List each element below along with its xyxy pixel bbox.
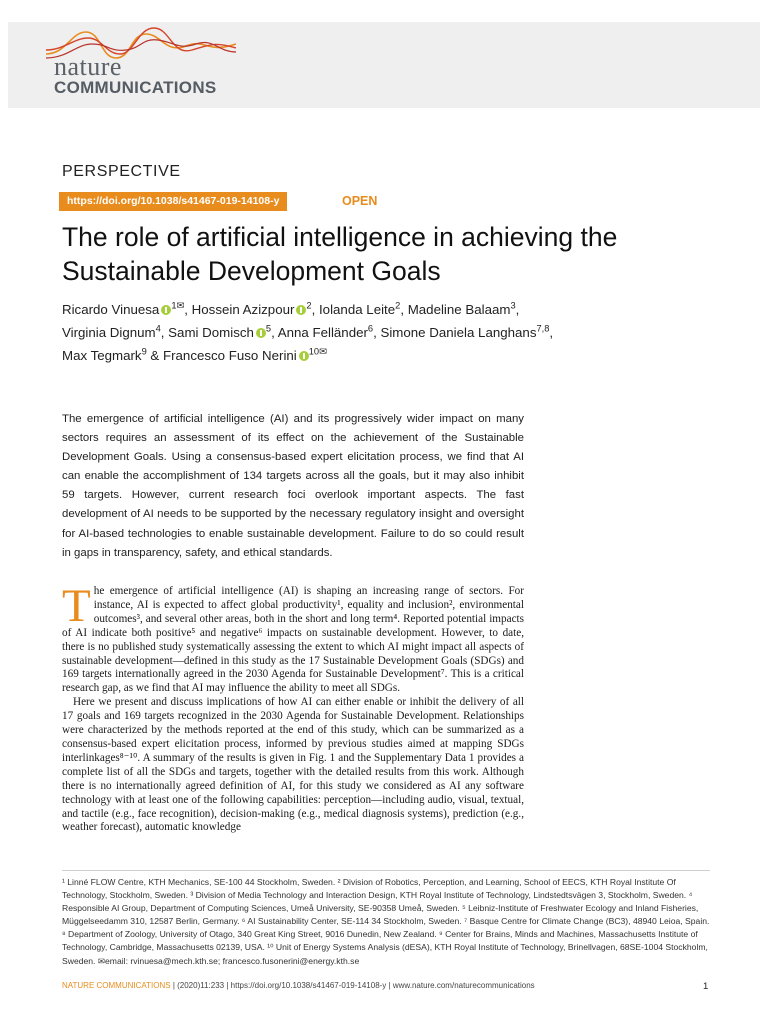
orcid-icon[interactable] [296, 305, 306, 315]
footer-journal-name: NATURE COMMUNICATIONS [62, 981, 171, 990]
author-name[interactable]: & Francesco Fuso Nerini [146, 348, 297, 363]
footer-citation: | (2020)11:233 | https://doi.org/10.1038/s41467-019-14108-y | www.nature.com/naturecommunications [170, 981, 535, 990]
page-footer [62, 981, 710, 990]
author-name[interactable]: , Sami Domisch [160, 325, 254, 340]
author-affiliation: 9 [141, 346, 147, 357]
journal-banner [8, 22, 760, 108]
orcid-icon[interactable] [299, 351, 309, 361]
doi-link[interactable]: https://doi.org/10.1038/s41467-019-14108-y [59, 192, 287, 211]
page-number: 1 [703, 981, 709, 992]
author-affiliation: 5 [265, 323, 272, 334]
article-body [62, 580, 524, 835]
author-name[interactable]: Ricardo Vinuesa [62, 302, 160, 317]
author-name[interactable]: , Anna Felländer [271, 325, 368, 340]
author-affiliation: 1✉ [171, 300, 185, 311]
author-affiliation: 2 [395, 300, 401, 311]
author-name[interactable]: Virginia Dignum [62, 325, 156, 340]
author-name[interactable]: , Hossein Azizpour [184, 302, 295, 317]
author-affiliation: 4 [155, 323, 161, 334]
paragraph: Here we present and discuss implications of how AI can either enable or inhibit the delivery of all 17 goals and 169 targets recognized in the 2030 Agenda for Sustainable Development. Relationships were characterized by the methods reported at the end of this study, which can be summarized as a consensus-based expert elicitation process, informed by previous studies aimed at mapping SDGs interlinkages⁸⁻¹⁰. A summary of the results is given in Fig. 1 and the Supplementary Data 1 provides a complete list of all the SDGs and targets, together with the detailed results from this work. Although there is no internationally agreed definition of AI, for this study we considered as AI any software technology with at least one of the following capabilities: perception—including audio, visual, textual, and tactile (e.g., face recognition), decision-making (e.g., medical diagnosis systems), prediction (e.g., weather forecast), automatic knowledge [62, 696, 524, 834]
footnote-divider [62, 870, 710, 871]
author-name[interactable]: , Madeline Balaam [400, 302, 511, 317]
abstract: The emergence of artificial intelligence (AI) and its progressively wider impact on many sectors requires an assessment of its effect on the achievement of the Sustainable Development Goals. Using a consensus-based expert elicitation process, we find that AI can enable the accomplishment of 134 targets across all the goals, but it may also inhibit 59 targets. However, current research foci overlook important aspects. The fast development of AI needs to be supported by the necessary regulatory insight and oversight for AI-based technologies to enable sustainable development. Failure to do so could result in gaps in transparency, safety, and ethical standards. [62, 413, 524, 559]
author-name[interactable]: , Iolanda Leite [311, 302, 396, 317]
author-affiliation: 7,8 [536, 323, 550, 334]
author-separator: , [549, 325, 554, 340]
author-name[interactable]: Max Tegmark [62, 348, 142, 363]
author-separator: , [515, 302, 520, 317]
author-affiliation: 10✉ [308, 346, 327, 357]
author-affiliation: 2 [306, 300, 312, 311]
paragraph: he emergence of artificial intelligence (AI) is shaping an increasing range of sectors. For instance, AI is expected to affect global productivity¹, equality and inclusion², environmental outcomes³, and several other areas, both in the short and long term⁴. Reported potential impacts of AI indicate both positive⁵ and negative⁶ impacts on sustainable development. However, to date, there is no published study systematically assessing the extent to which AI might impact all aspects of sustainable development—defined in this study as the 17 Sustainable Development Goals (SDGs) and 169 targets internationally agreed in the 2030 Agenda for Sustainable Development⁷. This is a critical research gap, as we find that AI may influence the ability to meet all SDGs. [62, 585, 524, 695]
orcid-icon[interactable] [161, 305, 171, 315]
author-affiliation: 3 [510, 300, 516, 311]
logo-communications-text: COMMUNICATIONS [54, 78, 217, 97]
author-name[interactable]: , Simone Daniela Langhans [373, 325, 537, 340]
article-type-label: PERSPECTIVE [62, 163, 181, 180]
author-list [62, 298, 582, 367]
article-title: The role of artificial intelligence in achieving the Sustainable Development Goals [62, 222, 618, 286]
open-access-badge: OPEN [342, 194, 378, 208]
logo-nature-text: nature [54, 52, 122, 81]
orcid-icon[interactable] [256, 328, 266, 338]
affiliations-footnote: ¹ Linné FLOW Centre, KTH Mechanics, SE-100 44 Stockholm, Sweden. ² Division of Robotics, Perception, and Learning, School of EECS, KTH Royal Institute Of Technology, Stockholm, Sweden. ³ Division of Media Technology and Interaction Design, KTH Royal Institute of Technology, Lindstedtsvägen 3, Stockholm, Sweden. ⁴ Responsible AI Group, Department of Computing Sciences, Umeå University, SE-90358 Umeå, Sweden. ⁵ Leibniz-Institute of Freshwater Ecology and Inland Fisheries, Müggelseedamm 310, 12587 Berlin, Germany. ⁶ AI Sustainability Center, SE-114 34 Stockholm, Sweden. ⁷ Basque Centre for Climate Change (BC3), 48940 Leioa, Spain. ⁸ Department of Zoology, University of Otago, 340 Great King Street, 9016 Dunedin, New Zealand. ⁹ Center for Brains, Minds and Machines, Massachusetts Institute of Technology, Cambridge, Massachusetts 02139, USA. ¹⁰ Unit of Energy Systems Analysis (dESA), KTH Royal Institute of Technology, Brinellvagen, 68SE-1004 Stockholm, Sweden. ✉email: rvinuesa@mech.kth.se; francesco.fusonerini@energy.kth.se [62, 877, 710, 966]
drop-cap: T [62, 580, 91, 632]
author-affiliation: 6 [367, 323, 374, 334]
